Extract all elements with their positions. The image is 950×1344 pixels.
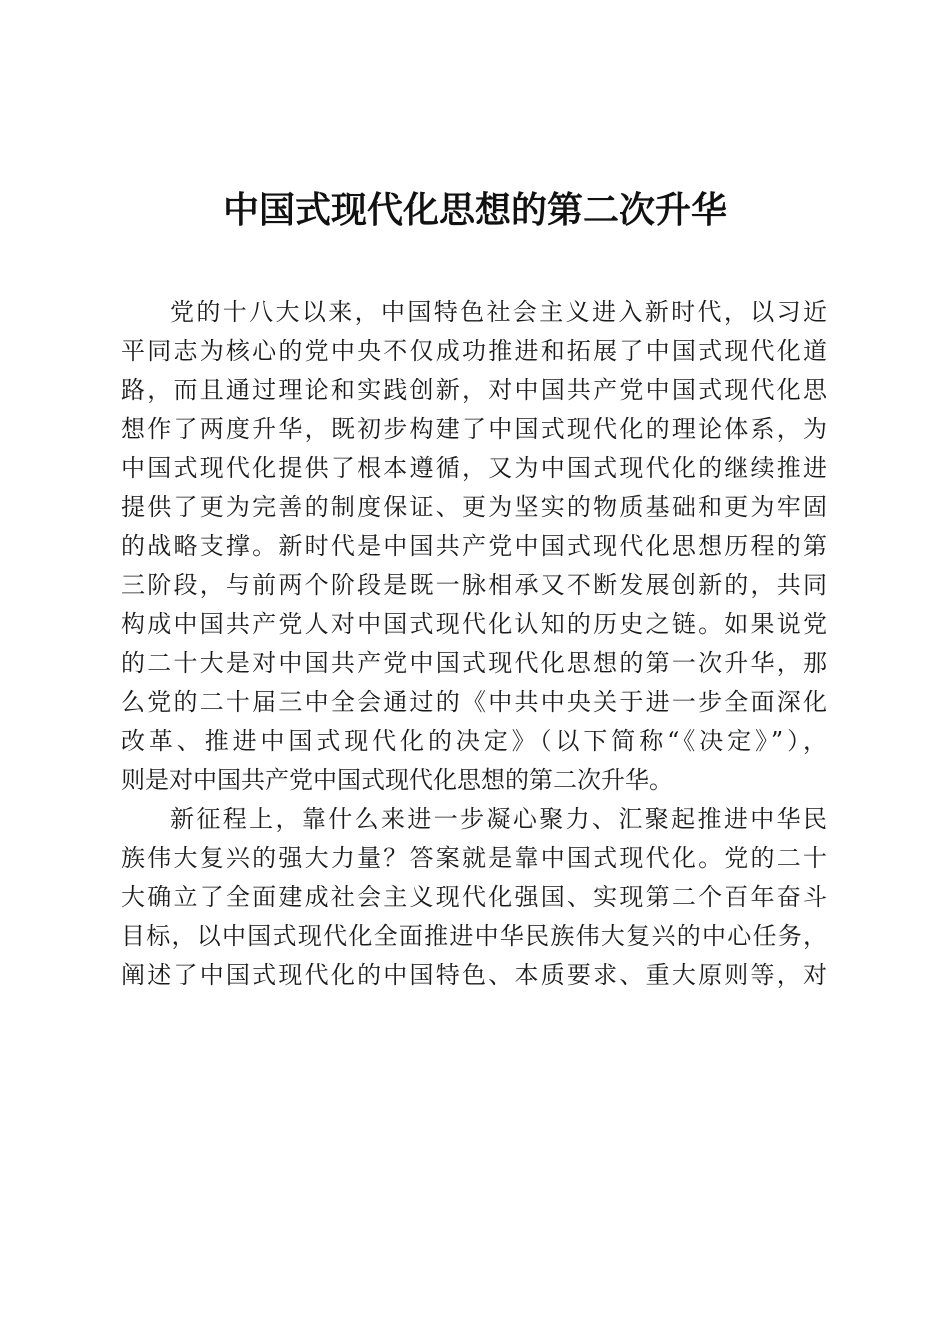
- text-line: 么党的二十届三中全会通过的《中共中央关于进一步全面深化: [121, 688, 827, 716]
- text-line: 目标，以中国式现代化全面推进中华民族伟大复兴的中心任务，: [121, 922, 827, 950]
- text-line: 平同志为核心的党中央不仅成功推进和拓展了中国式现代化道: [121, 337, 827, 365]
- text-line: 三阶段，与前两个阶段是既一脉相承又不断发展创新的，共同: [121, 571, 827, 599]
- paragraph-1: [121, 293, 827, 800]
- text-line: 中国式现代化提供了根本遵循，又为中国式现代化的继续推进: [121, 454, 827, 482]
- text-line: 构成中国共产党人对中国式现代化认知的历史之链。如果说党: [121, 610, 827, 638]
- page-title: 中国式现代化思想的第二次升华: [222, 189, 727, 231]
- text-line: 族伟大复兴的强大力量？答案就是靠中国式现代化。党的二十: [121, 844, 827, 872]
- document-body: [121, 293, 827, 995]
- text-line: 阐述了中国式现代化的中国特色、本质要求、重大原则等，对: [121, 961, 827, 989]
- text-line: 想作了两度升华，既初步构建了中国式现代化的理论体系，为: [121, 415, 827, 443]
- text-line: 的战略支撑。新时代是中国共产党中国式现代化思想历程的第: [121, 532, 827, 560]
- text-line: 路，而且通过理论和实践创新，对中国共产党中国式现代化思: [121, 376, 827, 404]
- paragraph-2: [121, 800, 827, 995]
- text-line: 党的十八大以来，中国特色社会主义进入新时代，以习近: [170, 298, 827, 326]
- text-line: 大确立了全面建成社会主义现代化强国、实现第二个百年奋斗: [121, 883, 827, 911]
- text-line: 新征程上，靠什么来进一步凝心聚力、汇聚起推进中华民: [170, 805, 827, 833]
- text-line: 的二十大是对中国共产党中国式现代化思想的第一次升华，那: [121, 649, 827, 677]
- text-line: 提供了更为完善的制度保证、更为坚实的物质基础和更为牢固: [121, 493, 827, 521]
- text-line: 改革、推进中国式现代化的决定》（以下简称“《决定》”），: [121, 727, 827, 755]
- text-line: 则是对中国共产党中国式现代化思想的第二次升华。: [121, 766, 673, 794]
